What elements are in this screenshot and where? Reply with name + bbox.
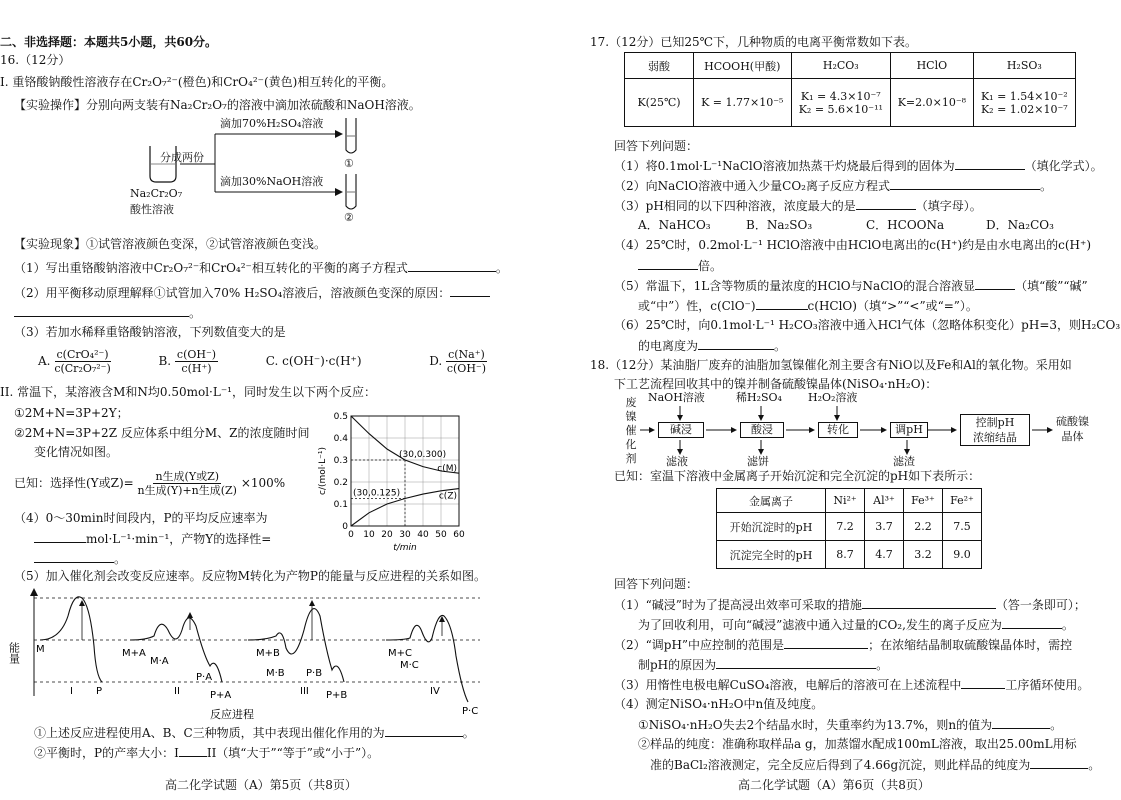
q17-th-h2co3: H₂CO₃ [791, 53, 891, 79]
q18-table [716, 488, 982, 569]
q16-part2-title: II. 常温下，某溶液含M和N均0.50mol·L⁻¹，同时发生以下两个反应： [0, 385, 376, 399]
opt-d-label: D. [429, 354, 443, 368]
q17-5-blank1[interactable] [975, 277, 1015, 290]
conc-chart-svg [315, 408, 475, 558]
table-row [717, 541, 982, 569]
q17-h2co3-k2: K₂ = 5.6×10⁻¹¹ [798, 102, 883, 116]
y-tick-label: 0.5 [333, 412, 348, 422]
energy-diagram-svg [7, 586, 490, 722]
q18-1-blank1[interactable] [862, 596, 996, 609]
q16-4b [34, 530, 271, 547]
energy-label: P+B [326, 690, 348, 701]
flow-step-alkali: 碱浸 [658, 422, 704, 438]
q17-th-hclo: HClO [891, 53, 974, 79]
q16-phenomenon: 【实验现象】①试管溶液颜色变深，②试管溶液颜色变浅。 [14, 237, 327, 251]
selectivity-fraction [138, 470, 237, 497]
q16-5-1-blank[interactable] [385, 724, 463, 737]
opt-a-den: c(Cr₂O₇²⁻) [54, 362, 111, 375]
q17-th-h2so3: H₂SO₃ [973, 53, 1075, 79]
flow-cake: 滤饼 [747, 455, 769, 468]
q16-4a: （4）0～30min时间段内，P的平均反应速率为 [14, 511, 268, 525]
flow-reagent-h2o2: H₂O₂溶液 [808, 391, 858, 404]
flow-final-l1: 控制pH [975, 416, 1015, 429]
q17-opt-a[interactable]: A．NaHCO₃ [638, 218, 711, 232]
y-tick-label: 0.4 [333, 434, 348, 444]
q17-6c-text: 。 [774, 339, 787, 353]
energy-y-arrow [30, 588, 38, 596]
annotation-m: (30,0.300) [399, 450, 447, 460]
y-tick-label: 0.3 [333, 456, 348, 466]
left-page [0, 0, 560, 800]
opt-b[interactable] [158, 348, 218, 375]
q18-r1-al: 3.7 [865, 513, 904, 541]
q18-th-ni: Ni²⁺ [826, 489, 865, 513]
q17-th-hcooh: HCOOH(甲酸) [694, 53, 792, 79]
reagent-name: Na₂Cr₂O₇ [130, 187, 183, 200]
annotation-z: (30,0.125) [353, 488, 401, 499]
energy-label: II [174, 686, 180, 697]
q17-1-text: （1）将0.1mol·L⁻¹NaClO溶液加热蒸干灼烧最后得到的固体为 [614, 159, 955, 173]
y-axis-label: c/(mol·L⁻¹) [318, 446, 328, 496]
flow-residue: 滤渣 [893, 455, 915, 468]
q17-table-header [625, 53, 1076, 79]
q17-4b-text: 倍。 [698, 259, 723, 273]
q17-h2so3-k2: K₂ = 1.02×10⁻⁷ [980, 102, 1068, 116]
energy-label: M·C [400, 660, 419, 671]
opt-d[interactable] [429, 348, 487, 375]
q18-th-fe2: Fe²⁺ [943, 489, 982, 513]
q18-known: 已知：室温下溶液中金属离子开始沉淀和完全沉淀的pH如下表所示： [614, 469, 981, 483]
q18-3-text: （3）用惰性电极电解CuSO₄溶液，电解后的溶液可在上述流程中 [614, 678, 962, 692]
q18-th-fe3: Fe³⁺ [904, 489, 943, 513]
q18-4-2: ②样品的纯度：准确称取样品a g，加蒸馏水配成100mL溶液，取出25.00mL用标 [638, 737, 1077, 751]
flow-start-c2: 镍 [625, 410, 637, 423]
opt-a-fraction [54, 348, 110, 375]
q18-r2-fe3: 3.2 [904, 541, 943, 569]
q18-2-blank2[interactable] [716, 656, 876, 669]
q17-cell-h2co3 [791, 79, 891, 127]
q18-2b-text: ；在浓缩结晶制取硫酸镍晶体时，需控 [868, 638, 1073, 652]
q17-5c-text: 或“中”）性，c(ClO⁻) [638, 299, 756, 313]
x-tick-label: 30 [399, 530, 411, 540]
q16-1: （1）写出重铬酸钠溶液中Cr₂O₇²⁻和CrO₄²⁻相互转化的平衡的离子方程式 。 [14, 261, 508, 275]
energy-label: M+A [122, 648, 146, 659]
q18-r2-ni: 8.7 [826, 541, 865, 569]
q18-4-2b [650, 756, 1100, 773]
opt-b-label: B. [158, 354, 172, 368]
q17-6-blank[interactable] [698, 337, 774, 350]
q18-1b-text: （答一条即可）； [995, 598, 1086, 612]
x-tick-label: 60 [453, 530, 465, 540]
q16-3: （3）若加水稀释重铬酸钠溶液，下列数值变大的是 [14, 325, 286, 339]
flow-step-final [960, 414, 1030, 446]
q17-6b [638, 337, 786, 354]
experiment-diagram [120, 116, 380, 226]
q18-r2-al: 4.7 [865, 541, 904, 569]
q18-4-2b-text: 准的BaCl₂溶液测定，完全反应后得到了4.66g沉淀，则此样品的纯度为 [650, 758, 1031, 772]
q18-2c-text: 制pH的原因为 [638, 658, 717, 672]
q18-2 [614, 636, 1072, 653]
q17-opt-d[interactable]: D．Na₂CO₃ [986, 218, 1054, 232]
q18-1-text: （1）“碱浸”时为了提高浸出效率可采取的措施 [614, 598, 862, 612]
q18-1c [638, 616, 1074, 633]
q18-4-1-blank[interactable] [992, 716, 1050, 729]
arrow-ea-ii-head [187, 612, 193, 618]
q17-6: （6）25℃时，向0.1mol·L⁻¹ H₂CO₃溶液中通入HCl气体（忽略体积变化）pH=3，则H₂CO₃ [614, 318, 1121, 332]
q17-2-blank[interactable] [890, 177, 1040, 190]
flow-reagent-naoh: NaOH溶液 [648, 391, 705, 404]
opt-c[interactable]: C. c(OH⁻)·c(H⁺) [265, 354, 362, 368]
q16-5-1-text: ①上述反应进程使用A、B、C三种物质，其中表现出催化作用的为 [34, 726, 385, 740]
table-row [717, 513, 982, 541]
q17-cell-hcooh: K = 1.77×10⁻⁵ [694, 79, 792, 127]
q18-4-1b-text: 。 [1050, 718, 1063, 732]
energy-diagram [7, 586, 490, 722]
q17-table-row [625, 79, 1076, 127]
flow-start [624, 396, 638, 466]
energy-label: M [36, 644, 45, 655]
q16-2 [14, 284, 490, 301]
q18-th-ion: 金属离子 [717, 489, 826, 513]
reaction-2: ②2M+N=3P+2Z 反应体系中组分M、Z的浓度随时间 [14, 426, 310, 440]
opt-a-num: c(CrO₄²⁻) [56, 348, 109, 361]
q18-3b-text: 工序循环使用。 [1005, 678, 1090, 692]
series-m-label: c(M) [437, 464, 457, 475]
q17-table [624, 52, 1076, 127]
q18-2-blank1[interactable] [784, 636, 868, 649]
q17-th-acid: 弱酸 [625, 53, 694, 79]
q16-5-2-blank[interactable] [179, 744, 207, 757]
q16-2-blank[interactable] [450, 284, 490, 297]
bottom-arrow-head [335, 188, 343, 196]
q17-4-blank[interactable] [638, 257, 698, 270]
q18-4-2-blank[interactable] [1030, 756, 1088, 769]
q17-3 [614, 197, 982, 214]
q16-4b-text: mol·L⁻¹·min⁻¹，产物Y的选择性= [86, 532, 272, 546]
flow-step-convert: 转化 [818, 422, 858, 438]
tube1-label: ① [344, 157, 354, 170]
flow-product-l1: 硫酸镍 [1056, 415, 1089, 428]
q16-5-1: ①上述反应进程使用A、B、C三种物质，其中表现出催化作用的为 。 [34, 726, 475, 740]
q16-4c-text: 。 [114, 552, 127, 566]
q18-table-header [717, 489, 982, 513]
energy-label: P·C [462, 706, 479, 717]
curve-i [40, 597, 102, 682]
q18-intro2: 下工艺流程回收其中的镍并制备硫酸镍晶体(NiSO₄·nH₂O)： [614, 377, 938, 391]
energy-label: M+B [256, 648, 280, 659]
flow-start-c1: 废 [625, 396, 637, 409]
energy-label: I [70, 686, 73, 697]
right-footer: 高二化学试题（A）第6页（共8页） [738, 778, 930, 792]
x-tick-label: 20 [381, 530, 393, 540]
energy-label: IV [430, 686, 440, 697]
opt-b-fraction [175, 348, 218, 375]
q18-r1-label: 开始沉淀时的pH [717, 513, 826, 541]
q17-row-label: K(25℃) [625, 79, 694, 127]
q18-r2-label: 沉淀完全时的pH [717, 541, 826, 569]
q17-4: （4）25℃时，0.2mol·L⁻¹ HClO溶液中由HClO电离出的c(H⁺)约是由水电离出的c(H⁺) [614, 238, 1092, 252]
q17-2 [614, 177, 1052, 194]
tube1-shape [346, 118, 356, 153]
opt-a[interactable] [38, 348, 111, 375]
q18-3 [614, 676, 1089, 693]
q17-opt-b[interactable]: B．Na₂SO₃ [746, 218, 813, 232]
flow-step-acid: 酸浸 [740, 422, 784, 438]
q17-opt-c[interactable]: C．HCOONa [866, 218, 945, 232]
q17-6b-text: 的电离度为 [638, 339, 699, 353]
flow-chart [624, 392, 1104, 470]
q16-5-2b-text: II（填“大于”“等于”或“小于”）。 [206, 746, 380, 760]
section-header: 二、非选择题：本题共5小题，共60分。 [0, 35, 218, 49]
q18-3-blank[interactable] [961, 676, 1005, 689]
q17-3b-text: （填字母）。 [915, 199, 982, 213]
q18-1d-text: 。 [1061, 618, 1074, 632]
curve-iii [248, 609, 344, 682]
opt-a-label: A. [38, 354, 51, 368]
q18-2d-text: 。 [876, 658, 889, 672]
q17-5 [614, 277, 1088, 294]
q18-4-2c-text: 。 [1088, 758, 1101, 772]
opt-d-fraction [446, 348, 487, 375]
q17-5c [638, 297, 978, 314]
q16-5: （5）加入催化剂会改变反应速率。反应物M转化为产物P的能量与反应进程的关系如图。 [14, 569, 486, 583]
q17-1 [614, 157, 1103, 174]
opt-b-den: c(H⁺) [181, 362, 212, 375]
y-tick-label: 0.1 [333, 500, 348, 510]
bottom-arrow-label: 滴加30%NaOH溶液 [220, 175, 324, 188]
q18-4: （4）测定NiSO₄·nH₂O中n值及纯度。 [614, 697, 824, 711]
q16-operation: 【实验操作】分别向两支装有Na₂Cr₂O₇的溶液中滴加浓硫酸和NaOH溶液。 [14, 98, 421, 112]
q16-3-options [38, 346, 487, 380]
q17-5-text: （5）常温下，1L含等物质的量浓度的HClO与NaClO的混合溶液显 [614, 279, 976, 293]
q18-4-1 [638, 716, 1062, 733]
q17-1b-text: （填化学式）。 [1024, 159, 1103, 173]
q17-5d-text: c(HClO)（填“>”“<”或“=”）。 [807, 299, 978, 313]
x-tick-label: 50 [435, 530, 447, 540]
q16-2-blank2[interactable] [14, 304, 189, 317]
energy-y-label: 能量 [7, 642, 21, 664]
q17-prompt: 回答下列问题： [614, 139, 699, 153]
flow-filtrate: 滤液 [666, 455, 688, 468]
q18-r1-ni: 7.2 [826, 513, 865, 541]
q18-2-text: （2）“调pH”中应控制的范围是 [614, 638, 785, 652]
flow-start-c5: 剂 [625, 452, 637, 465]
left-footer: 高二化学试题（A）第5页（共8页） [165, 778, 357, 792]
q16-part1-title: I. 重铬酸钠酸性溶液存在Cr₂O₇²⁻(橙色)和CrO₄²⁻(黄色)相互转化的平衡。 [0, 75, 394, 89]
q17-2-text: （2）向NaClO溶液中通入少量CO₂离子反应方程式 [614, 179, 890, 193]
q17-3-text: （3）pH相同的以下四种溶液，浓度最大的是 [614, 199, 856, 213]
flow-product [1056, 414, 1089, 444]
x-axis-label: t/min [393, 543, 417, 553]
q16-5-2-text: ②平衡时，P的产率大小：I [34, 746, 179, 760]
energy-label: P [96, 686, 103, 697]
energy-label: M·A [150, 656, 169, 667]
q16-4-blank1[interactable] [34, 530, 86, 543]
q18-r1-fe2: 7.5 [943, 513, 982, 541]
x-tick-label: 10 [363, 530, 375, 540]
energy-label: P·A [196, 672, 213, 683]
q17-3-options [638, 217, 1054, 233]
q17-3-blank[interactable] [856, 197, 916, 210]
q17-h2co3-k1: K₁ = 4.3×10⁻⁷ [800, 89, 881, 103]
flow-start-c4: 化 [625, 438, 637, 451]
q17-4b [638, 257, 722, 274]
q16-1-blank[interactable] [408, 259, 496, 272]
selectivity-den: n生成(Y)+n生成(Z) [137, 484, 237, 497]
arrow-ea-iii-head [309, 600, 315, 606]
q18-intro1: 18.（12分）某油脂厂废弃的油脂加氢镍催化剂主要含有NiO以及Fe和Al的氧化物。采用如 [590, 358, 1072, 372]
tube2-label: ② [344, 211, 354, 224]
q16-4c [34, 550, 126, 567]
top-arrow-label: 滴加70%H₂SO₄溶液 [220, 117, 324, 130]
opt-d-num: c(Na⁺) [448, 348, 485, 361]
q17-intro: 17.（12分）已知25℃下，几种物质的电离平衡常数如下表。 [590, 35, 918, 49]
q17-5b-text: （填“酸”“碱” [1015, 279, 1088, 293]
y-tick-label: 0.2 [333, 478, 348, 488]
tube2-shape [346, 174, 356, 209]
energy-label: P·B [306, 668, 323, 679]
q16-4-blank2[interactable] [34, 550, 114, 563]
q17-5-blank2[interactable] [756, 297, 808, 310]
q17-h2so3-k1: K₁ = 1.54×10⁻² [980, 89, 1068, 103]
q18-1-blank2[interactable] [1002, 616, 1062, 629]
x-tick-label: 0 [348, 530, 354, 540]
flow-reagent-h2so4: 稀H₂SO₄ [736, 391, 782, 404]
q16-number: 16. [0, 53, 20, 67]
q16-2-text: （2）用平衡移动原理解释①试管加入70% H₂SO₄溶液后，溶液颜色变深的原因： [14, 286, 451, 300]
q16-header [0, 52, 70, 68]
q17-cell-hclo: K=2.0×10⁻⁸ [891, 79, 974, 127]
energy-label: P+A [210, 690, 232, 701]
selectivity-num: n生成(Y或Z) [155, 470, 220, 483]
conc-chart [315, 408, 475, 558]
selectivity-formula [14, 470, 285, 502]
q18-th-al: Al³⁺ [865, 489, 904, 513]
top-arrow-head [335, 130, 343, 138]
reagent-desc: 酸性溶液 [130, 203, 174, 216]
q16-score: （12分） [19, 53, 71, 67]
q16-2-line2: 。 [14, 304, 201, 321]
q18-r2-fe2: 9.0 [943, 541, 982, 569]
selectivity-suffix: ×100% [240, 476, 286, 490]
q17-cell-h2so3 [973, 79, 1075, 127]
q16-1-text: （1）写出重铬酸钠溶液中Cr₂O₇²⁻和CrO₄²⁻相互转化的平衡的离子方程式 [14, 261, 408, 275]
flow-start-c3: 催 [625, 424, 637, 437]
flow-product-l2: 晶体 [1061, 430, 1084, 443]
q17-2b-text: 。 [1039, 179, 1052, 193]
y-tick-label: 0 [342, 522, 348, 532]
q18-r1-fe3: 2.2 [904, 513, 943, 541]
series-z-label: c(Z) [438, 491, 457, 502]
opt-b-num: c(OH⁻) [176, 348, 217, 361]
q18-4-1-text: ①NiSO₄·nH₂O失去2个结晶水时，失重率约为13.7%，则n的值为 [638, 718, 993, 732]
energy-label: M+C [388, 648, 412, 659]
q17-1-blank[interactable] [955, 157, 1025, 170]
reaction-1: ①2M+N=3P+2Y； [14, 406, 129, 420]
energy-label: III [300, 686, 309, 697]
opt-d-den: c(OH⁻) [446, 362, 487, 375]
q18-1 [614, 596, 1086, 613]
x-tick-label: 40 [417, 530, 429, 540]
flow-step-ph: 调pH [890, 422, 928, 438]
flow-final-l2: 浓缩结晶 [973, 431, 1017, 444]
energy-label: M·B [266, 668, 285, 679]
right-page [566, 0, 1121, 800]
q16-5-2 [34, 744, 379, 761]
q18-prompt: 回答下列问题： [614, 577, 699, 591]
q18-2c [638, 656, 888, 673]
selectivity-prefix: 已知：选择性(Y或Z)= [14, 476, 134, 490]
energy-x-label: 反应进程 [210, 708, 254, 721]
split-label: 分成两份 [160, 151, 204, 164]
reaction-2b: 变化情况如图。 [34, 445, 119, 459]
q18-1c-text: 为了回收利用，可向“碱浸”滤液中通入过量的CO₂,发生的离子反应为 [638, 618, 1002, 632]
